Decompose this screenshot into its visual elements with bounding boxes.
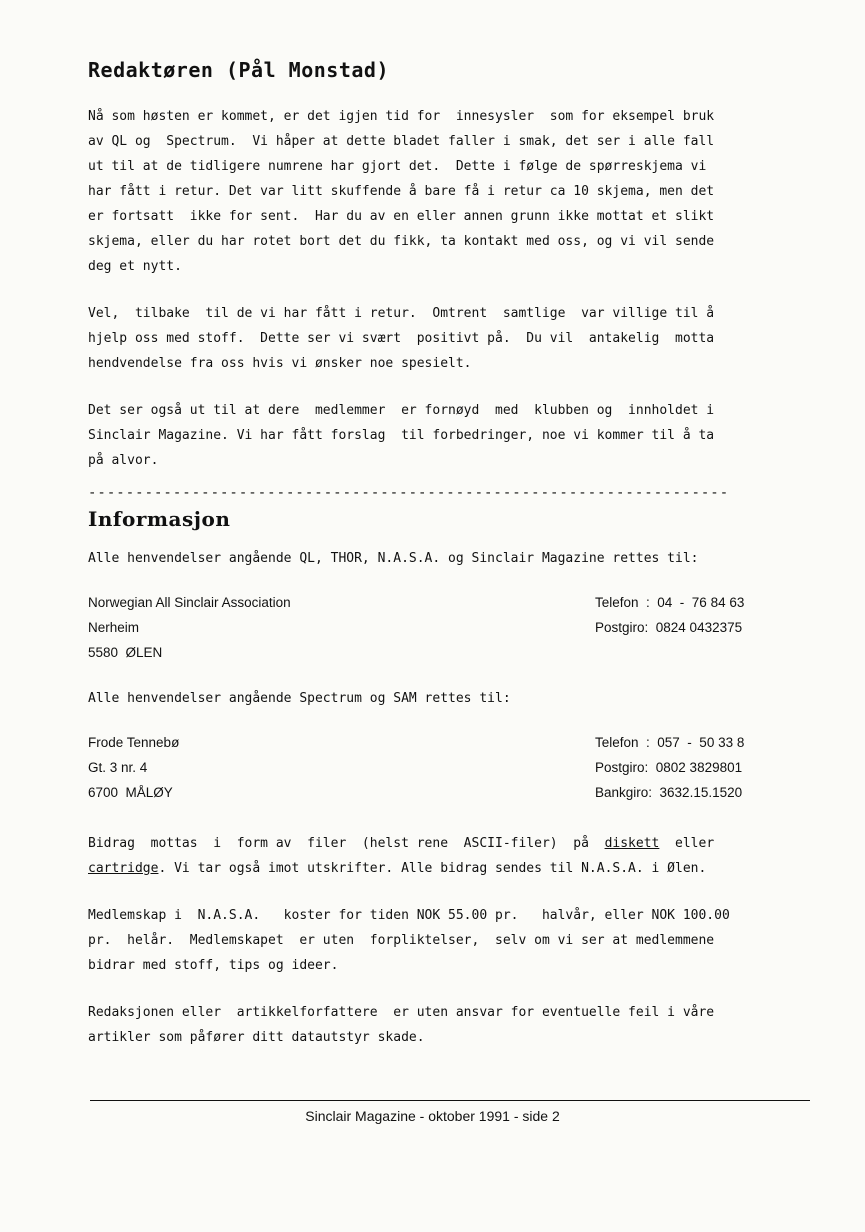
text-line: hendvendelse fra oss hvis vi ønsker noe spesielt. (88, 356, 472, 371)
address-block (88, 590, 468, 665)
phone-block (595, 590, 810, 665)
membership-paragraph (88, 903, 810, 978)
contact-intro-spectrum: Alle henvendelser angående Spectrum og SAM rettes til: (88, 691, 511, 706)
text-line: har fått i retur. Det var litt skuffende å bare få i retur ca 10 skjema, men det (88, 184, 715, 199)
giro-line: Postgiro: 0824 0432375 (595, 620, 743, 635)
text-line: Redaksjonen eller artikkelforfattere er uten ansvar for eventuelle feil i våre (88, 1005, 715, 1020)
text-fragment: eller (659, 836, 715, 851)
editor-heading: Redaktøren (Pål Monstad) (88, 58, 389, 82)
editor-paragraph-1 (88, 104, 810, 279)
text-line: hjelp oss med stoff. Dette ser vi svært positivt på. Du vil antakelig motta (88, 331, 715, 346)
text-fragment: Bidrag mottas i form av filer (helst rene ASCII-filer) på (88, 836, 605, 851)
text-line (88, 856, 810, 881)
giro-line: Postgiro: 0802 3829801 (595, 760, 743, 775)
text-line (88, 831, 810, 856)
page-content (88, 50, 810, 1072)
address-line: 6700 MÅLØY (88, 785, 173, 800)
address-block (88, 730, 468, 805)
text-line: av QL og Spectrum. Vi håper at dette bladet faller i smak, det ser i alle fall (88, 134, 715, 149)
contributions-paragraph (88, 831, 810, 881)
text-line: deg et nytt. (88, 259, 182, 274)
disclaimer-paragraph (88, 1000, 810, 1050)
phone-line: Telefon : 057 - 50 33 8 (595, 735, 745, 750)
phone-block (595, 730, 810, 805)
text-line: Medlemskap i N.A.S.A. koster for tiden NOK 55.00 pr. halvår, eller NOK 100.00 (88, 908, 730, 923)
text-line: bidrar med stoff, tips og ideer. (88, 958, 339, 973)
info-heading: Informasjon (88, 507, 231, 531)
contact-block-nasa (88, 590, 810, 665)
text-line: er fortsatt ikke for sent. Har du av en eller annen grunn ikke mottat et slikt (88, 209, 715, 224)
text-line: ut til at de tidligere numrene har gjort det. Dette i følge de spørreskjema vi (88, 159, 707, 174)
page-footer: Sinclair Magazine - oktober 1991 - side 2 (305, 1108, 560, 1124)
address-line: 5580 ØLEN (88, 645, 163, 660)
cartridge-underlined: cartridge (88, 861, 159, 876)
text-fragment: . Vi tar også imot utskrifter. Alle bidrag sendes til N.A.S.A. i Ølen. (158, 861, 707, 876)
bankgiro-line: Bankgiro: 3632.15.1520 (595, 785, 743, 800)
address-line: Frode Tennebø (88, 735, 180, 750)
contact-intro-ql: Alle henvendelser angående QL, THOR, N.A.S.A. og Sinclair Magazine rettes til: (88, 551, 699, 566)
contact-block-spectrum (88, 730, 810, 805)
phone-line: Telefon : 04 - 76 84 63 (595, 595, 745, 610)
text-line: Det ser også ut til at dere medlemmer er fornøyd med klubben og innholdet i (88, 403, 715, 418)
text-line: pr. helår. Medlemskapet er uten forpliktelser, selv om vi ser at medlemmene (88, 933, 715, 948)
address-line: Nerheim (88, 620, 140, 635)
editor-paragraph-3 (88, 398, 810, 473)
footer-rule (90, 1100, 810, 1101)
address-line: Gt. 3 nr. 4 (88, 760, 148, 775)
text-line: skjema, eller du har rotet bort det du fikk, ta kontakt med oss, og vi vil sende (88, 234, 715, 249)
text-line: på alvor. (88, 453, 159, 468)
address-line: Norwegian All Sinclair Association (88, 595, 291, 610)
text-line: Nå som høsten er kommet, er det igjen tid for innesysler som for eksempel bruk (88, 109, 715, 124)
diskett-underlined: diskett (604, 836, 660, 851)
editor-paragraph-2 (88, 301, 810, 376)
text-line: artikler som påfører ditt datautstyr skade. (88, 1030, 425, 1045)
text-line: Sinclair Magazine. Vi har fått forslag til forbedringer, noe vi kommer til å ta (88, 428, 715, 443)
dashed-divider: -------------------------------------------------------------------- (88, 485, 730, 501)
text-line: Vel, tilbake til de vi har fått i retur. Omtrent samtlige var villige til å (88, 306, 715, 321)
